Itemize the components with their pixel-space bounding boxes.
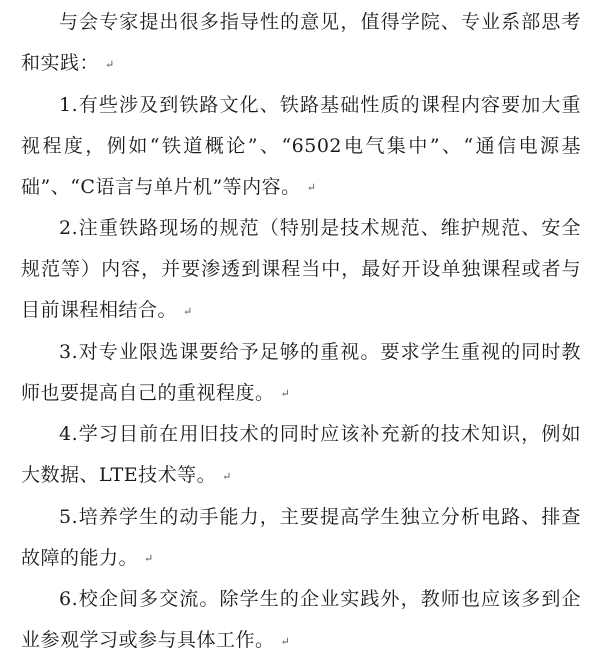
document-body	[21, 0, 581, 662]
paragraph-item-3	[21, 332, 581, 415]
paragraph-text: 5.培养学生的动手能力，主要提高学生独立分析电路、排查故障的能力。	[21, 505, 581, 569]
paragraph-text: 6.校企间多交流。除学生的企业实践外，教师也应该多到企业参观学习或参与具体工作。	[21, 588, 581, 651]
paragraph-item-6	[21, 579, 581, 662]
paragraph-text: 4.学习目前在用旧技术的同时应该补充新的技术知识，例如大数据、LTE技术等。	[21, 423, 581, 486]
paragraph-mark-icon: ↵	[280, 634, 290, 648]
paragraph-mark-icon: ↵	[105, 57, 115, 71]
paragraph-text: 2.注重铁路现场的规范（特别是技术规范、维护规范、安全规范等）内容，并要渗透到课程当中，最好开设单独课程或者与目前课程相结合。	[21, 217, 581, 321]
paragraph-item-5	[21, 497, 581, 580]
paragraph-text: 1.有些涉及到铁路文化、铁路基础性质的课程内容要加大重视程度，例如“铁道概论”、“6502电气集中”、“通信电源基础”、“C语言与单片机”等内容。	[21, 93, 581, 198]
paragraph-text: 与会专家提出很多指导性的意见，值得学院、专业系部思考和实践：	[21, 11, 581, 74]
paragraph-mark-icon: ↵	[280, 387, 290, 400]
paragraph-item-1	[21, 85, 581, 209]
paragraph-item-4	[21, 414, 581, 497]
paragraph-item-2	[21, 208, 581, 332]
paragraph-mark-icon: ↵	[183, 304, 193, 318]
paragraph-mark-icon: ↵	[306, 181, 316, 194]
paragraph-text: 3.对专业限选课要给予足够的重视。要求学生重视的同时教师也要提高自己的重视程度。	[21, 340, 581, 404]
paragraph-mark-icon: ↵	[222, 469, 232, 483]
paragraph-mark-icon: ↵	[144, 552, 154, 565]
paragraph-intro	[21, 2, 581, 85]
